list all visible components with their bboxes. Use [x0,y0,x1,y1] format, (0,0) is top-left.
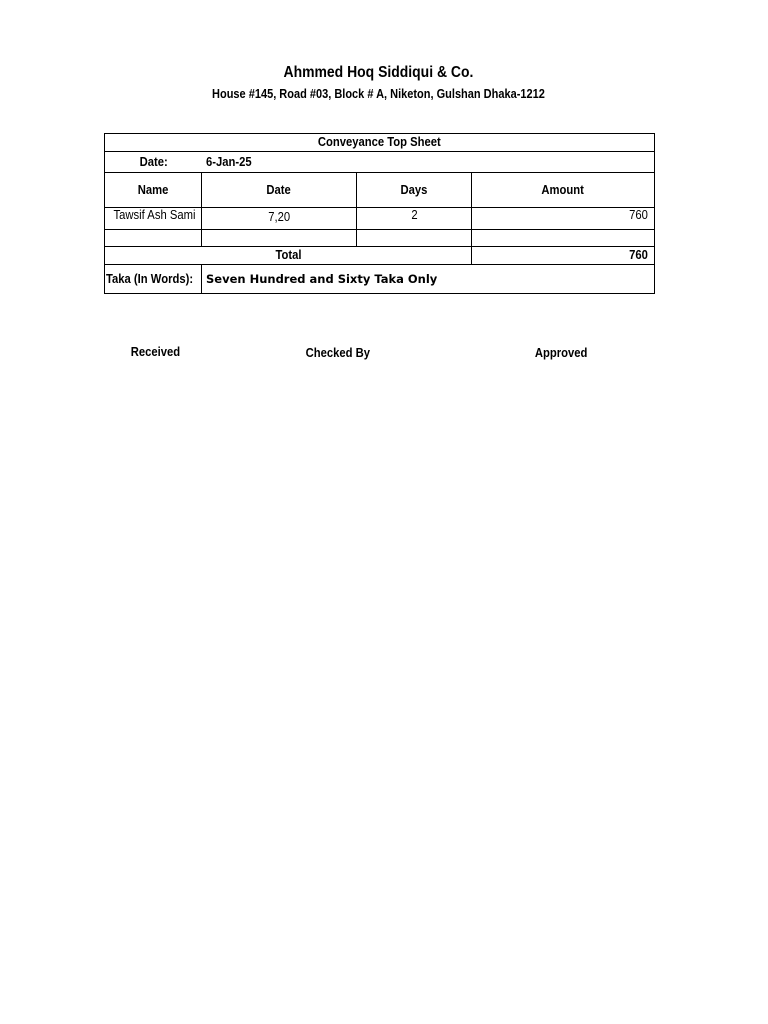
row-name: Tawsif Ash Sami [113,208,196,222]
total-row [105,247,655,265]
row-date: 7,20 [268,210,290,224]
date-row [105,152,655,173]
words-row [105,265,655,294]
row-amount-cell [472,208,655,230]
words-value: Seven Hundred and Sixty Taka Only [206,271,438,286]
header-row [105,173,655,208]
blank-row [105,230,655,247]
blank-cell [202,230,357,247]
row-name-cell [105,208,202,230]
date-label: Date: [139,154,168,169]
total-label: Total [274,248,302,263]
words-value-cell [202,265,655,294]
blank-cell [472,230,655,247]
words-label-cell [105,265,202,294]
header-days: Days [400,182,428,197]
header-date-cell [202,173,357,208]
row-date-cell [202,208,357,230]
company-name: Ahmmed Hoq Siddiqui & Co. [283,64,474,81]
row-days: 2 [410,208,418,222]
header-amount: Amount [541,182,585,197]
total-value-cell [472,247,655,265]
blank-cell [105,230,202,247]
header-amount-cell [472,173,655,208]
header-name-cell [105,173,202,208]
total-label-cell [105,247,472,265]
sheet-title-row [105,134,655,152]
header-name: Name [137,182,169,197]
sheet-title: Conveyance Top Sheet [318,135,441,150]
blank-cell [357,230,472,247]
date-label-cell [105,152,202,173]
header-date: Date [266,182,292,197]
row-days-cell [357,208,472,230]
checked-by-label: Checked By [305,346,370,360]
company-address: House #145, Road #03, Block # A, Niketon, Gulshan Dhaka-1212 [212,87,545,101]
sheet-title-cell [105,134,655,152]
words-label: Taka (In Words): [106,271,194,286]
table-row [105,208,655,230]
total-value: 760 [629,248,649,263]
received-label: Received [130,345,181,359]
row-amount: 760 [629,208,649,222]
date-value-cell [202,152,655,173]
conveyance-sheet-table [104,133,655,294]
approved-label: Approved [534,346,588,360]
date-value: 6-Jan-25 [205,154,252,169]
header-days-cell [357,173,472,208]
